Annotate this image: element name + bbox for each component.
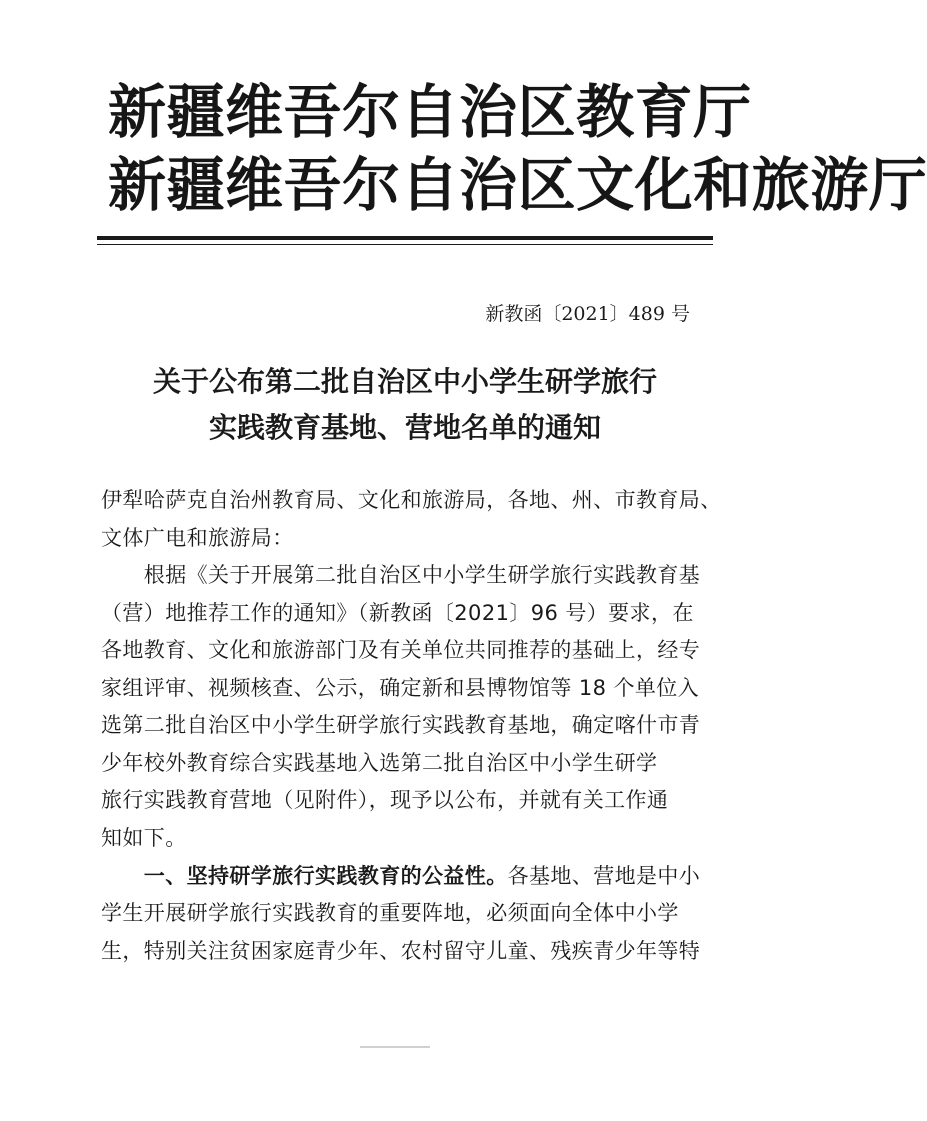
body-line: 根据《关于开展第二批自治区中小学生研学旅行实践教育基 — [101, 563, 701, 587]
issuer-char-culture: 疆 — [166, 151, 226, 219]
document-title-line-2: 实践教育基地、营地名单的通知 — [208, 411, 601, 444]
issuer-char-culture: 吾 — [283, 151, 343, 219]
issuer-char-culture: 旅 — [751, 151, 811, 219]
issuer-char-education: 疆 — [166, 78, 226, 146]
issuer-char-culture: 尔 — [342, 151, 401, 219]
section-1-text: 各基地、营地是中小 — [507, 864, 701, 888]
document-title-line-1: 关于公布第二批自治区中小学生研学旅行 — [152, 365, 657, 398]
issuer-char-culture: 游 — [810, 151, 869, 219]
body-line: 家组评审、视频核查、公示，确定新和县博物馆等 18 个单位入 — [101, 676, 700, 700]
body-line: 选第二批自治区中小学生研学旅行实践教育基地，确定喀什市青 — [101, 713, 701, 737]
body-line: （营）地推荐工作的通知》（新教函〔2021〕96 号）要求，在 — [101, 601, 694, 625]
body-line: 学生开展研学旅行实践教育的重要阵地，必须面向全体中小学 — [101, 901, 679, 925]
issuer-char-culture: 治 — [459, 151, 518, 219]
section-1-heading: 一、坚持研学旅行实践教育的公益性。 — [101, 864, 508, 888]
header-rule-thick — [97, 236, 713, 240]
issuer-name-education — [108, 78, 752, 146]
issuer-char-culture: 文 — [576, 151, 635, 219]
section-1-first-line — [101, 858, 701, 896]
body-line: 各地教育、文化和旅游部门及有关单位共同推荐的基础上，经专 — [101, 638, 701, 662]
issuer-char-culture: 厅 — [868, 151, 927, 219]
issuer-char-education: 厅 — [693, 78, 752, 146]
issuer-char-education: 区 — [517, 78, 577, 146]
issuer-char-culture: 维 — [225, 151, 284, 219]
issuer-char-culture: 新 — [108, 151, 167, 219]
body-line: 少年校外教育综合实践基地入选第二批自治区中小学生研学 — [101, 751, 658, 775]
issuer-char-culture: 化 — [634, 151, 694, 219]
body-line: 旅行实践教育营地（见附件），现予以公布，并就有关工作通 — [101, 788, 669, 812]
issuer-char-education: 自 — [400, 78, 460, 146]
issuer-char-culture: 自 — [400, 151, 460, 219]
issuer-char-education: 尔 — [342, 78, 401, 146]
document-number: 新教函〔2021〕489 号 — [485, 303, 690, 325]
issuer-char-education: 维 — [225, 78, 284, 146]
issuer-char-education: 育 — [634, 78, 694, 146]
page-footer-mark — [360, 1046, 430, 1048]
body-line: 文体广电和旅游局： — [101, 526, 294, 550]
issuer-char-culture: 和 — [693, 151, 752, 219]
body-line: 伊犁哈萨克自治州教育局、文化和旅游局，各地、州、市教育局、 — [101, 488, 722, 512]
body-line: 生，特别关注贫困家庭青少年、农村留守儿童、残疾青少年等特 — [101, 939, 701, 963]
issuer-char-education: 吾 — [283, 78, 343, 146]
issuer-char-education: 教 — [576, 78, 635, 146]
header-rule-thin — [97, 244, 713, 245]
issuer-name-culture-tourism — [108, 151, 927, 219]
issuer-char-education: 新 — [108, 78, 167, 146]
body-line: 知如下。 — [101, 826, 187, 850]
issuer-char-education: 治 — [459, 78, 518, 146]
issuer-char-culture: 区 — [517, 151, 577, 219]
